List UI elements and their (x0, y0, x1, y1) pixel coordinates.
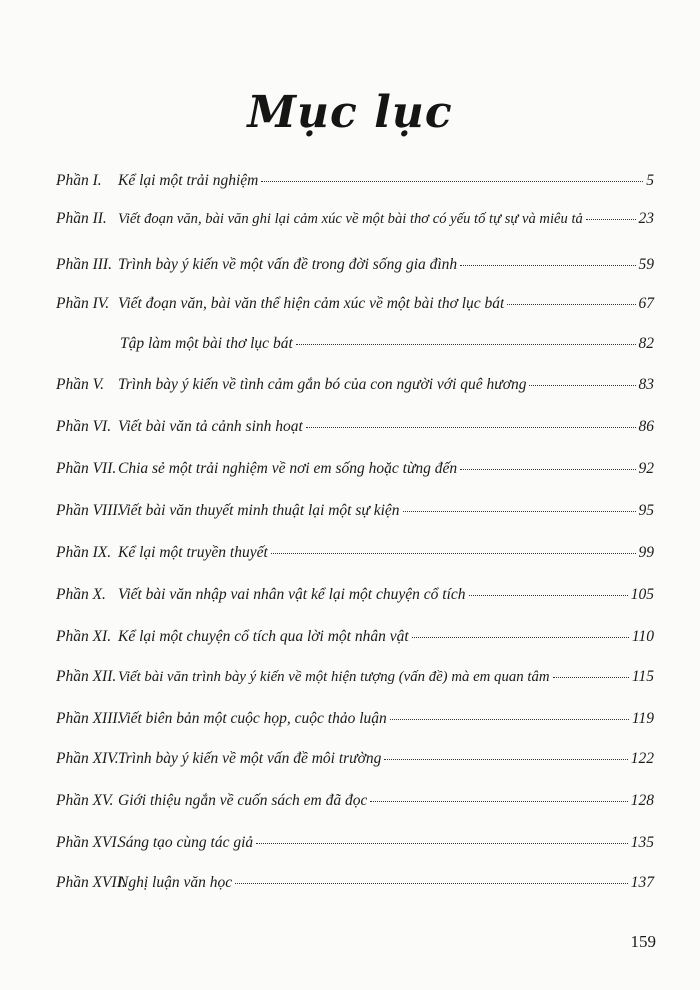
toc-page-number: 122 (630, 750, 654, 767)
dot-leader (469, 595, 628, 596)
toc-entry-17[interactable] (56, 874, 654, 898)
toc-page-number: 67 (638, 295, 654, 312)
dot-leader (271, 553, 636, 554)
toc-entry-title: Viết bài văn trình bày ý kiến về một hiện tượng (vấn đề) mà em quan tâm (118, 669, 550, 685)
dot-leader (403, 511, 636, 512)
toc-entry-title: Kể lại một truyền thuyết (118, 544, 268, 561)
toc-page-number: 119 (631, 710, 654, 727)
toc-entry-13[interactable] (56, 710, 654, 734)
toc-entry-title: Chia sẻ một trải nghiệm về nơi em sống hoặc từng đến (118, 460, 458, 477)
toc-part-label: Phần III. (56, 256, 112, 273)
toc-entry-title: Nghị luận văn học (118, 874, 233, 891)
dot-leader (529, 385, 635, 386)
toc-page-number: 83 (638, 376, 654, 393)
toc-part-label: Phần I. (56, 172, 102, 189)
dot-leader (507, 304, 635, 305)
toc-entry-title: Trình bày ý kiến về một vấn đề trong đời sống gia đình (118, 256, 458, 273)
toc-page-number: 115 (631, 668, 654, 685)
toc-page-number: 110 (631, 628, 654, 645)
dot-leader (306, 427, 636, 428)
toc-entry-title: Viết đoạn văn, bài văn ghi lại cảm xúc về một bài thơ có yếu tố tự sự và miêu tả (118, 211, 583, 227)
toc-entry-16[interactable] (56, 834, 654, 858)
toc-entry-6[interactable] (56, 418, 654, 442)
dot-leader (460, 265, 635, 266)
toc-entry-15[interactable] (56, 792, 654, 816)
dot-leader (296, 344, 636, 345)
toc-part-label: Phần X. (56, 586, 106, 603)
toc-entry-9[interactable] (56, 544, 654, 568)
dot-leader (261, 181, 643, 182)
toc-part-label: Phần XIV. (56, 750, 119, 767)
page-footer-number: 159 (630, 932, 656, 951)
toc-page-number: 128 (630, 792, 654, 809)
toc-entry-title: Viết bài văn thuyết minh thuật lại một sự kiện (118, 502, 400, 519)
toc-part-label: Phần V. (56, 376, 104, 393)
dot-leader (235, 883, 628, 884)
toc-part-label: Phần II. (56, 210, 107, 227)
toc-page-number: 86 (638, 418, 654, 435)
toc-page-number: 92 (638, 460, 654, 477)
toc-page-number: 95 (638, 502, 654, 519)
toc-entry-title: Kể lại một chuyện cổ tích qua lời một nhân vật (118, 628, 409, 645)
toc-entry-5[interactable] (56, 376, 654, 400)
toc-entry-10[interactable] (56, 586, 654, 610)
toc-entry-4[interactable] (56, 295, 654, 319)
dot-leader (390, 719, 629, 720)
toc-entry-title: Viết bài văn tả cảnh sinh hoạt (118, 418, 303, 435)
toc-page-number: 135 (630, 834, 654, 851)
toc-entry-7[interactable] (56, 460, 654, 484)
toc-page-number: 82 (638, 335, 654, 352)
toc-part-label: Phần VI. (56, 418, 112, 435)
toc-entry-3[interactable] (56, 256, 654, 280)
toc-entry-title: Giới thiệu ngắn về cuốn sách em đã đọc (118, 792, 368, 809)
toc-entry-title: Viết đoạn văn, bài văn thể hiện cảm xúc về một bài thơ lục bát (118, 295, 505, 312)
dot-leader (586, 219, 636, 220)
dot-leader (460, 469, 635, 470)
toc-entry-8[interactable] (56, 502, 654, 526)
toc-entry-2[interactable] (56, 210, 654, 234)
toc-page-number: 99 (638, 544, 654, 561)
toc-entry-title: Tập làm một bài thơ lục bát (120, 335, 293, 352)
toc-entry-title: Kể lại một trải nghiệm (118, 172, 259, 189)
toc-entry-title: Viết biên bản một cuộc họp, cuộc thảo luận (118, 710, 387, 727)
toc-entry-title: Trình bày ý kiến về tình cảm gắn bó của con người với quê hương (118, 376, 527, 393)
toc-part-label: Phần XVII. (56, 874, 126, 891)
dot-leader (553, 677, 629, 678)
toc-entry-4-sub[interactable] (120, 335, 654, 359)
toc-entry-11[interactable] (56, 628, 654, 652)
toc-entry-title: Trình bày ý kiến về một vấn đề môi trường (118, 750, 382, 767)
toc-entry-14[interactable] (56, 750, 654, 774)
toc-part-label: Phần XVI. (56, 834, 121, 851)
page-title: Mục lục (247, 87, 453, 139)
toc-page-number: 5 (646, 172, 654, 189)
toc-part-label: Phần VII. (56, 460, 117, 477)
toc-page-number: 137 (630, 874, 654, 891)
toc-part-label: Phần XV. (56, 792, 114, 809)
dot-leader (256, 843, 628, 844)
toc-part-label: Phần VIII. (56, 502, 122, 519)
dot-leader (370, 801, 627, 802)
toc-part-label: Phần XI. (56, 628, 112, 645)
toc-entry-12[interactable] (56, 668, 654, 692)
toc-page-number: 105 (630, 586, 654, 603)
toc-part-label: Phần IV. (56, 295, 110, 312)
toc-part-label: Phần XII. (56, 668, 117, 685)
toc-entry-title: Sáng tạo cùng tác giả (118, 834, 254, 851)
toc-entry-title: Viết bài văn nhập vai nhân vật kể lại một chuyện cổ tích (118, 586, 466, 603)
dot-leader (384, 759, 627, 760)
toc-entry-1[interactable] (56, 172, 654, 196)
toc-page-number: 59 (638, 256, 654, 273)
toc-part-label: Phần XIII. (56, 710, 122, 727)
toc-page-number: 23 (638, 210, 654, 227)
toc-part-label: Phần IX. (56, 544, 112, 561)
dot-leader (412, 637, 629, 638)
